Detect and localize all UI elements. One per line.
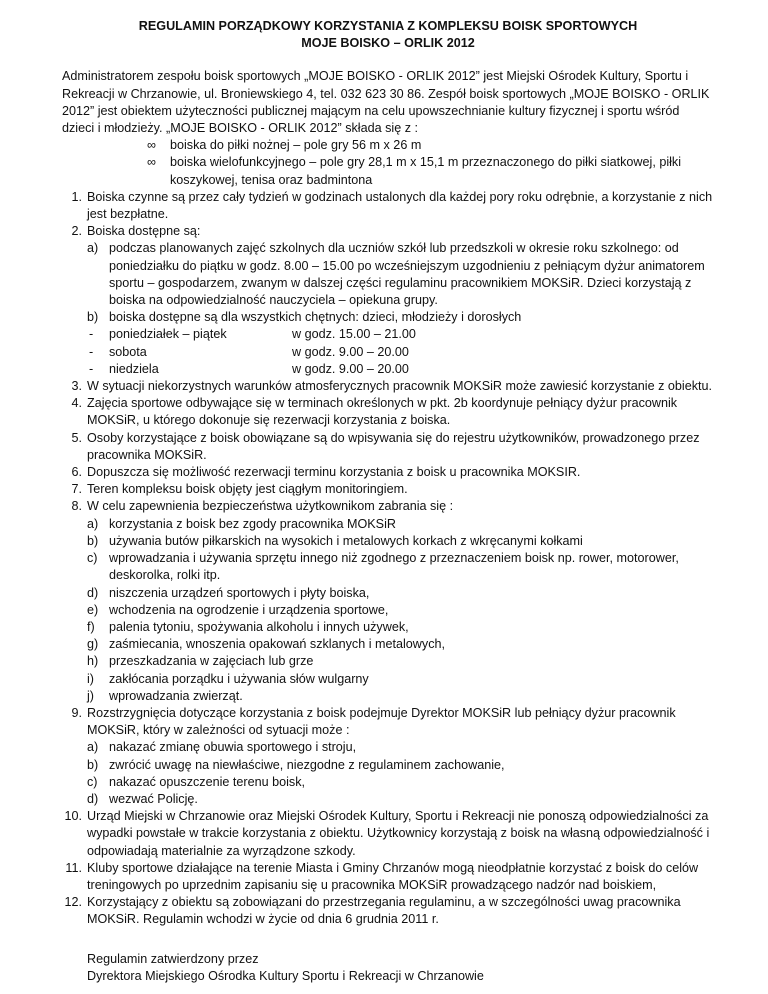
- sub-item: [62, 653, 714, 670]
- rule-number: 4.: [71, 396, 82, 411]
- rule-item-11: [62, 860, 714, 894]
- rule-number: 5.: [71, 430, 82, 445]
- sub-item: [62, 602, 714, 619]
- sub-item: [62, 671, 714, 688]
- sub-text: przeszkadzania w zajęciach lub grze: [109, 654, 314, 669]
- rule-item-6: [62, 464, 714, 481]
- rule-text: Boiska czynne są przez cały tydzień w godzinach ustalonych dla każdej pory roku odrębnie, a korzystanie z nich jest bezpłatne.: [87, 189, 713, 222]
- rule-text: W celu zapewnienia bezpieczeństwa użytkownikom zabrania się :: [87, 499, 454, 514]
- rule-text: Boiska dostępne są:: [87, 224, 201, 239]
- rule-item-1: [62, 189, 714, 223]
- document-title-line1: REGULAMIN PORZĄDKOWY KORZYSTANIA Z KOMPLEKSU BOISK SPORTOWYCH: [138, 19, 638, 33]
- rule-number: 6.: [71, 465, 82, 480]
- rule-number: 7.: [71, 482, 82, 497]
- sub-text: wchodzenia na ogrodzenie i urządzenia sportowe,: [109, 602, 389, 617]
- intro-paragraph: Administratorem zespołu boisk sportowych „MOJE BOISKO - ORLIK 2012” jest Miejski Ośrodek Kultury, Sportu i Rekreacji w Chrzanowie, ul. Broniewskiego 4, tel. 032 623 30 86. Zespół boisk sportowych „MOJE BOISKO - ORLIK 2012” jest obiektem użyteczności publicznej mającym na celu upowszechnianie kultury fizycznej i sportu wśród dzieci i młodzieży. „MOJE BOISKO - ORLIK 2012” składa się z :: [62, 69, 710, 136]
- sub-item: [62, 757, 714, 774]
- sub-letter: a): [87, 516, 99, 531]
- sub-text: wprowadzania i używania sprzętu innego niż zgodnego z przeznaczeniem boisk np. rower, motorower, deskorolka, rolki itp.: [109, 551, 679, 583]
- approval-block: [62, 951, 714, 985]
- rule-number: 11.: [65, 860, 82, 875]
- rule-item-7: [62, 481, 714, 498]
- sub-letter: e): [87, 602, 99, 617]
- rule-text: Zajęcia sportowe odbywające się w terminach określonych w pkt. 2b koordynuje pełniący dyżur pracownik MOKSiR, u którego dokonuje się rezerwacji korzystania z boiska.: [87, 396, 678, 428]
- rule-text: Rozstrzygnięcia dotyczące korzystania z boisk podejmuje Dyrektor MOKSiR lub pełniący dyżur pracownik MOKSiR, który w zależności od sytuacji może :: [87, 705, 676, 738]
- sub-text: palenia tytoniu, spożywania alkoholu i innych używek,: [109, 619, 409, 634]
- sub-item: [62, 550, 714, 584]
- sub-letter: c): [87, 774, 98, 789]
- hours-row: [62, 344, 714, 361]
- sub-text: korzystania z boisk bez zgody pracownika MOKSiR: [109, 516, 396, 531]
- rule-item-12: [62, 894, 714, 928]
- sub-item: [62, 688, 714, 705]
- sub-letter: a): [87, 740, 99, 755]
- sub-text: podczas planowanych zajęć szkolnych dla uczniów szkół lub przedszkoli w okresie roku szkolnego: od poniedziałku do piątku w godz. 8.00 – 15.00 po wcześniejszym uzgodnieniu z pełniącym dyżur animatorem sportu – gospodarzem, zwanym w dalszej części regulaminu pracownikiem MOKSiR. Dzieci korzystają z boiska na odpowiedzialność nauczyciela – opiekuna grupy.: [109, 241, 705, 308]
- sub-text: wprowadzania zwierząt.: [109, 688, 243, 703]
- dash-marker: -: [89, 361, 94, 376]
- rule-text: Dopuszcza się możliwość rezerwacji terminu korzystania z boisk u pracownika MOKSIR.: [87, 465, 581, 480]
- sub-text: zaśmiecania, wnoszenia opakowań szklanych i metalowych,: [109, 637, 445, 652]
- hours-row: [62, 361, 714, 378]
- infinity-bullet-icon: ∞: [147, 155, 156, 170]
- sub-item: [62, 791, 714, 808]
- sub-item: [62, 774, 714, 791]
- sub-item: [62, 240, 714, 309]
- sub-text: niszczenia urządzeń sportowych i płyty boiska,: [109, 585, 370, 600]
- document-title-line2: MOJE BOISKO – ORLIK 2012: [301, 36, 475, 51]
- rule-text: W sytuacji niekorzystnych warunków atmosferycznych pracownik MOKSiR może zawiesić korzystanie z obiektu.: [87, 379, 713, 394]
- rule-number: 9.: [71, 705, 82, 720]
- sub-text: zakłócania porządku i używania słów wulgarny: [109, 671, 369, 686]
- bullet-item: [62, 137, 714, 154]
- approval-signatory: Dyrektora Miejskiego Ośrodka Kultury Sportu i Rekreacji w Chrzanowie: [87, 968, 484, 983]
- sub-letter: d): [87, 791, 99, 806]
- rule-text: Korzystający z obiektu są zobowiązani do przestrzegania regulaminu, a w szczególności uwag pracownika MOKSiR. Regulamin wchodzi w życie od dnia 6 grudnia 2011 r.: [87, 895, 681, 927]
- sub-item: [62, 585, 714, 602]
- rule-number: 10.: [64, 809, 82, 824]
- rule-number: 8.: [71, 499, 82, 514]
- sub-text: nakazać zmianę obuwia sportowego i stroju,: [109, 740, 357, 755]
- hours-time: w godz. 9.00 – 20.00: [292, 344, 409, 359]
- rule-number: 1.: [71, 189, 82, 204]
- sub-item: [62, 516, 714, 533]
- rule-text: Urząd Miejski w Chrzanowie oraz Miejski Ośrodek Kultury, Sportu i Rekreacji nie ponoszą odpowiedzialności za wypadki powstałe w trakcie korzystania z obiektu. Użytkownicy korzystają z boisk na własną odpowiedzialność i odpowiadają materialnie za wyrządzone szkody.: [87, 809, 710, 858]
- hours-day: poniedziałek – piątek: [109, 327, 227, 342]
- rule-item-10: [62, 808, 714, 860]
- sub-text: używania butów piłkarskich na wysokich i metalowych korkach z wkręcanymi kołkami: [109, 533, 583, 548]
- sub-item: [62, 636, 714, 653]
- sub-letter: c): [87, 551, 98, 566]
- rule-item-4: [62, 395, 714, 429]
- dash-marker: -: [89, 327, 94, 342]
- sub-text: boiska dostępne są dla wszystkich chętnych: dzieci, młodzieży i dorosłych: [109, 310, 522, 325]
- hours-row: [62, 326, 714, 343]
- sub-item: [62, 619, 714, 636]
- rule-number: 3.: [71, 379, 82, 394]
- sub-item: [62, 739, 714, 756]
- rule-text: Teren kompleksu boisk objęty jest ciągłym monitoringiem.: [87, 482, 408, 497]
- rule-item-8: [62, 498, 714, 515]
- rule-item-5: [62, 430, 714, 464]
- sub-letter: f): [87, 619, 95, 634]
- rule-text: Kluby sportowe działające na terenie Miasta i Gminy Chrzanów mogą nieodpłatnie korzystać z boisk do celów treningowych po uprzednim zapisaniu się u pracownika MOKSiR prowadzącego nadzór nad boiskiem,: [87, 860, 699, 892]
- rule-item-3: [62, 378, 714, 395]
- sub-letter: a): [87, 241, 99, 256]
- regulation-document: [62, 18, 714, 985]
- rule-text: Osoby korzystające z boisk obowiązane są do wpisywania się do rejestru użytkowników, prowadzonego przez pracownika MOKSiR.: [87, 430, 700, 462]
- sub-text: wezwać Policję.: [109, 791, 198, 806]
- rule-number: 12.: [64, 895, 82, 910]
- sub-letter: b): [87, 757, 99, 772]
- rule-item-9: [62, 705, 714, 739]
- sub-item: [62, 533, 714, 550]
- hours-time: w godz. 15.00 – 21.00: [292, 327, 416, 342]
- infinity-bullet-icon: ∞: [147, 138, 156, 153]
- hours-time: w godz. 9.00 – 20.00: [292, 361, 409, 376]
- sub-text: zwrócić uwagę na niewłaściwe, niezgodne z regulaminem zachowanie,: [109, 757, 505, 772]
- dash-marker: -: [89, 344, 94, 359]
- sub-letter: b): [87, 533, 99, 548]
- bullet-text: boiska wielofunkcyjnego – pole gry 28,1 m x 15,1 m przeznaczonego do piłki siatkowej, piłki koszykowej, tenisa oraz badmintona: [170, 155, 682, 187]
- bullet-item: [62, 154, 714, 188]
- hours-day: sobota: [109, 344, 147, 359]
- approval-line: Regulamin zatwierdzony przez: [87, 951, 259, 966]
- sub-text: nakazać opuszczenie terenu boisk,: [109, 774, 306, 789]
- sub-letter: d): [87, 585, 99, 600]
- sub-letter: j): [87, 688, 94, 703]
- sub-letter: g): [87, 637, 99, 652]
- sub-letter: i): [87, 671, 94, 686]
- bullet-text: boiska do piłki nożnej – pole gry 56 m x 26 m: [170, 138, 422, 153]
- rule-item-2: [62, 223, 714, 240]
- hours-day: niedziela: [109, 361, 159, 376]
- rule-number: 2.: [71, 224, 82, 239]
- sub-letter: h): [87, 654, 99, 669]
- sub-item: [62, 309, 714, 326]
- sub-letter: b): [87, 310, 99, 325]
